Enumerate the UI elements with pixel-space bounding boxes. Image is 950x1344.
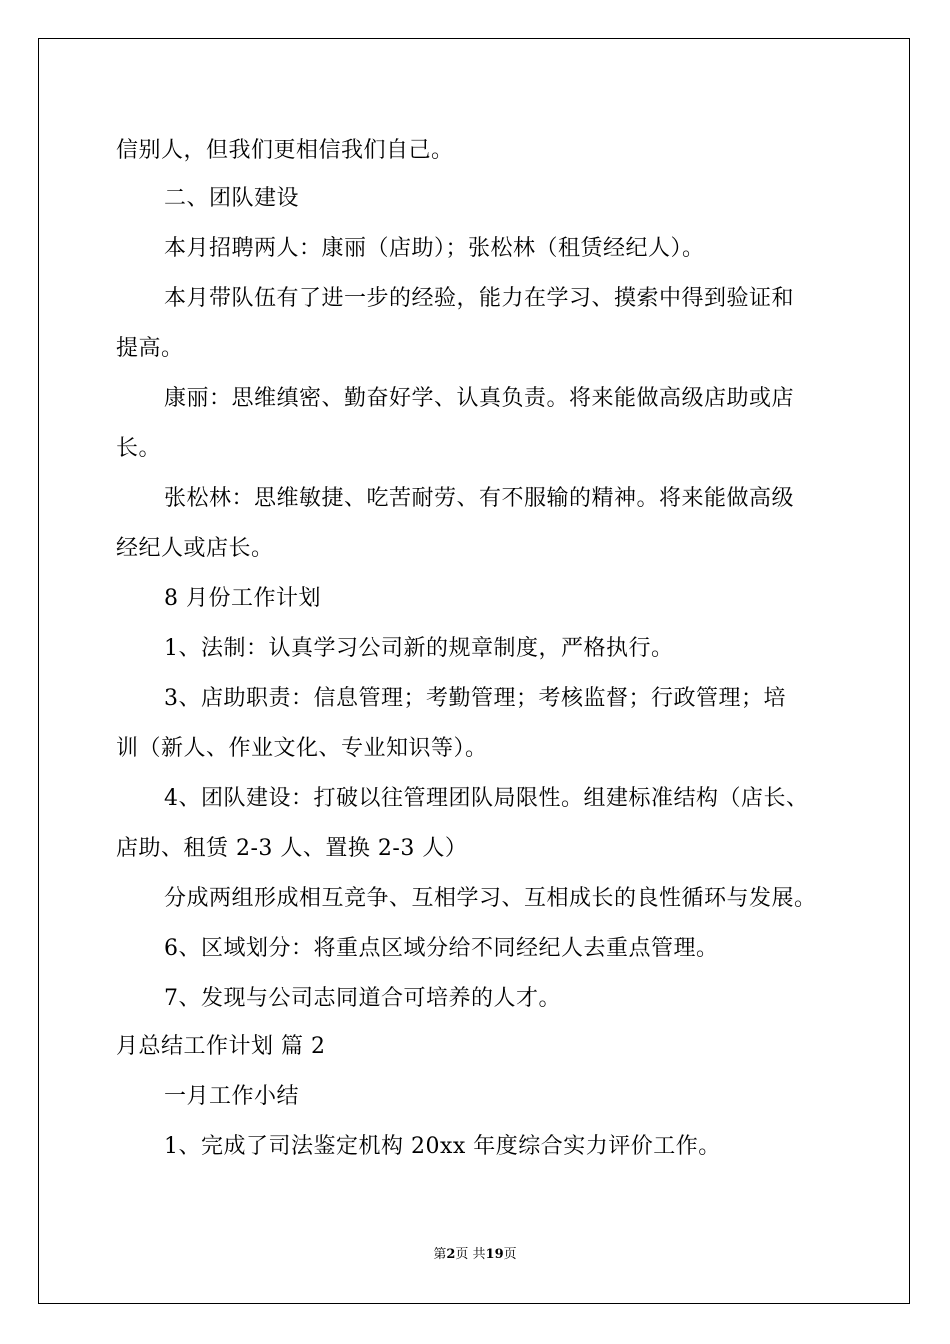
list-item: 1、法制：认真学习公司新的规章制度，严格执行。 (164, 636, 674, 661)
list-item: 6、区域划分：将重点区域分给不同经纪人去重点管理。 (164, 936, 719, 961)
paragraph-line: 康丽：思维缜密、勤奋好学、认真负责。将来能做高级店助或店 (164, 386, 795, 411)
paragraph-line: 张松林：思维敏捷、吃苦耐劳、有不服输的精神。将来能做高级 (164, 486, 795, 511)
list-item: 4、团队建设：打破以往管理团队局限性。组建标准结构（店长、 (164, 786, 809, 811)
paragraph-line: 经纪人或店长。 (116, 536, 274, 561)
section-heading: 8 月份工作计划 (164, 586, 321, 611)
footer-prefix: 第 (433, 1247, 447, 1262)
list-item: 7、发现与公司志同道合可培养的人才。 (164, 986, 561, 1011)
article-title: 月总结工作计划 篇 2 (116, 1034, 326, 1059)
page-border (38, 38, 910, 1304)
list-item: 3、店助职责：信息管理；考勤管理；考核监督；行政管理；培 (164, 686, 786, 711)
list-item: 1、完成了司法鉴定机构 20xx 年度综合实力评价工作。 (164, 1134, 721, 1159)
paragraph-line: 提高。 (116, 336, 184, 361)
paragraph-line: 长。 (116, 436, 162, 461)
footer-suffix: 页 (503, 1247, 517, 1262)
paragraph-line: 本月招聘两人：康丽（店助）；张松林（租赁经纪人）。 (164, 236, 705, 261)
section-heading: 一月工作小结 (164, 1084, 300, 1109)
paragraph-line: 信别人，但我们更相信我们自己。 (116, 138, 454, 163)
total-page-count: 19 (485, 1247, 504, 1262)
current-page-number: 2 (446, 1247, 456, 1262)
paragraph-line: 店助、租赁 2-3 人、置换 2-3 人） (116, 836, 468, 861)
footer-middle: 页 共 (455, 1247, 486, 1262)
page-footer (0, 1246, 950, 1264)
paragraph-line: 分成两组形成相互竞争、互相学习、互相成长的良性循环与发展。 (164, 886, 817, 911)
paragraph-line: 本月带队伍有了进一步的经验，能力在学习、摸索中得到验证和 (164, 286, 795, 311)
section-heading: 二、团队建设 (164, 186, 300, 211)
paragraph-line: 训（新人、作业文化、专业知识等）。 (116, 736, 488, 761)
